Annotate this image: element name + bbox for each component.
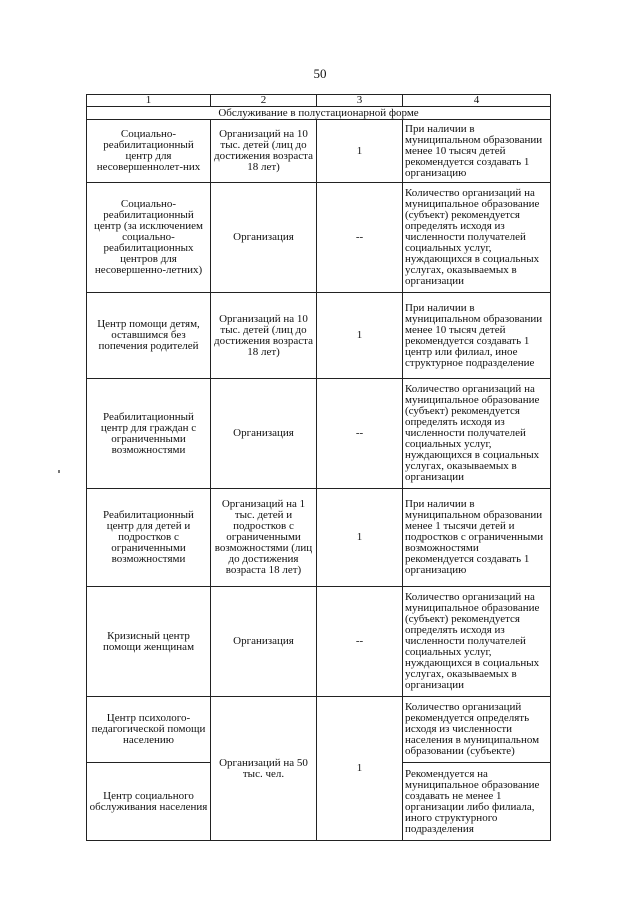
institution-name: Центр помощи детям, оставшимся без попечения родителей bbox=[87, 293, 211, 379]
table-row bbox=[87, 183, 551, 293]
norm-note: Рекомендуется на муниципальное образование создавать не менее 1 организации либо филиала, иного структурного подразделения bbox=[403, 763, 551, 841]
table-row bbox=[87, 697, 551, 763]
norms-table bbox=[86, 94, 551, 841]
section-row bbox=[87, 107, 551, 120]
scan-mark bbox=[58, 470, 60, 473]
table-row bbox=[87, 587, 551, 697]
header-col-3: 3 bbox=[317, 95, 403, 107]
norm-note: Количество организаций на муниципальное образование (субъект) рекомендуется определять исходя из численности получателей социальных услуг, нуждающихся в социальных услугах, оказываемых в организации bbox=[403, 183, 551, 293]
norm-count: -- bbox=[317, 379, 403, 489]
norm-note: При наличии в муниципальном образовании менее 10 тысяч детей рекомендуется создавать 1 организацию bbox=[403, 120, 551, 183]
institution-name: Кризисный центр помощи женщинам bbox=[87, 587, 211, 697]
norm-unit: Организация bbox=[211, 587, 317, 697]
norm-note: Количество организаций на муниципальное образование (субъект) рекомендуется определять исходя из численности получателей социальных услуг, нуждающихся в социальных услугах, оказываемых в организации bbox=[403, 379, 551, 489]
institution-name: Реабилитационный центр для детей и подростков с ограниченными возможностями bbox=[87, 489, 211, 587]
norm-unit: Организаций на 10 тыс. детей (лиц до достижения возраста 18 лет) bbox=[211, 293, 317, 379]
norm-unit: Организаций на 1 тыс. детей и подростков с ограниченными возможностями (лиц до достижения возраста 18 лет) bbox=[211, 489, 317, 587]
table-row bbox=[87, 293, 551, 379]
norm-count-shared: 1 bbox=[317, 697, 403, 841]
institution-name: Центр социального обслуживания населения bbox=[87, 763, 211, 841]
norm-note: При наличии в муниципальном образовании менее 10 тысяч детей рекомендуется создавать 1 центр или филиал, иное структурное подразделение bbox=[403, 293, 551, 379]
norm-unit: Организация bbox=[211, 183, 317, 293]
header-col-4: 4 bbox=[403, 95, 551, 107]
table-row bbox=[87, 489, 551, 587]
header-row bbox=[87, 95, 551, 107]
norm-note: При наличии в муниципальном образовании менее 1 тысячи детей и подростков с ограниченными возможностями рекомендуется создавать 1 организацию bbox=[403, 489, 551, 587]
norm-count: 1 bbox=[317, 293, 403, 379]
table-row bbox=[87, 379, 551, 489]
institution-name: Социально-реабилитационный центр для несовершеннолет-них bbox=[87, 120, 211, 183]
norm-count: 1 bbox=[317, 120, 403, 183]
section-title: Обслуживание в полустационарной форме bbox=[87, 107, 551, 120]
institution-name: Центр психолого-педагогической помощи населению bbox=[87, 697, 211, 763]
norm-unit-shared: Организаций на 50 тыс. чел. bbox=[211, 697, 317, 841]
norm-unit: Организаций на 10 тыс. детей (лиц до достижения возраста 18 лет) bbox=[211, 120, 317, 183]
page-number: 50 bbox=[313, 66, 327, 81]
institution-name: Реабилитационный центр для граждан с ограниченными возможностями bbox=[87, 379, 211, 489]
header-col-2: 2 bbox=[211, 95, 317, 107]
institution-name: Социально-реабилитационный центр (за исключением социально-реабилитационных центров для несовершенно-летних) bbox=[87, 183, 211, 293]
norm-count: -- bbox=[317, 587, 403, 697]
norm-unit: Организация bbox=[211, 379, 317, 489]
header-col-1: 1 bbox=[87, 95, 211, 107]
norm-note: Количество организаций рекомендуется определять исходя из численности населения в муниципальном образовании (субъекте) bbox=[403, 697, 551, 763]
norm-note: Количество организаций на муниципальное образование (субъект) рекомендуется определять исходя из численности получателей социальных услуг, нуждающихся в социальных услугах, оказываемых в организации bbox=[403, 587, 551, 697]
norm-count: -- bbox=[317, 183, 403, 293]
norm-count: 1 bbox=[317, 489, 403, 587]
table-row bbox=[87, 120, 551, 183]
